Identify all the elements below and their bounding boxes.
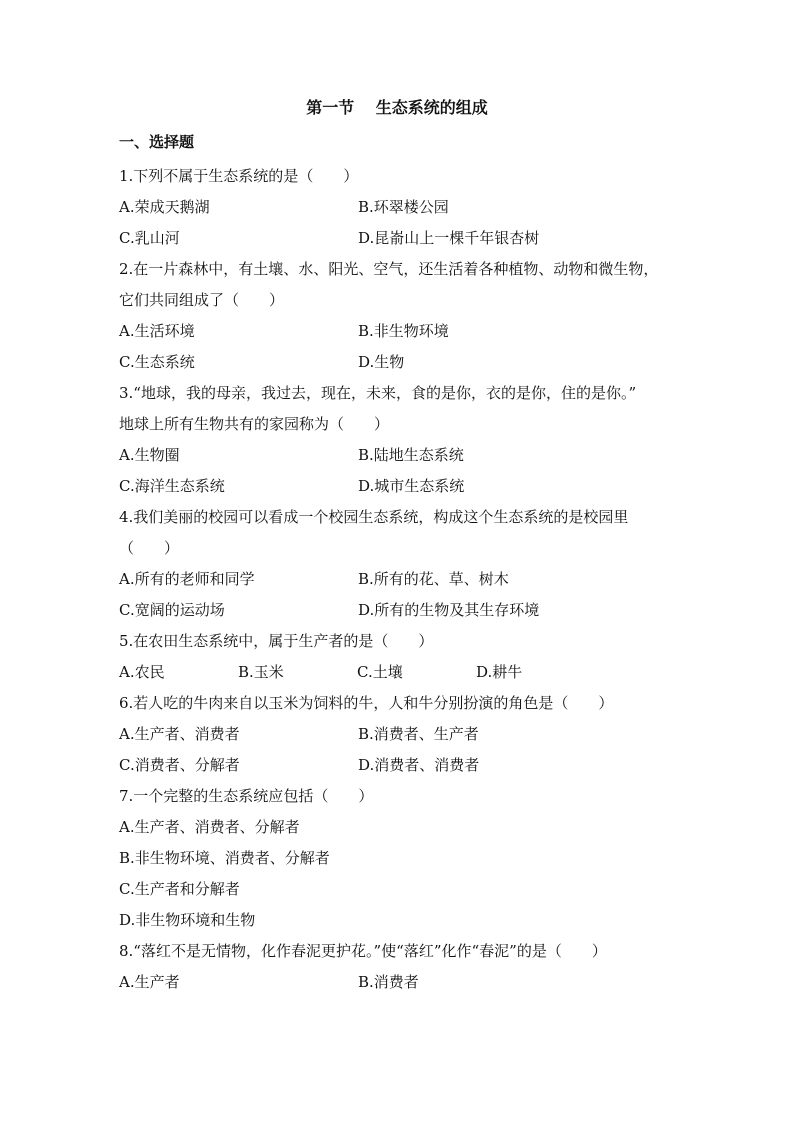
question-6-options-row	[119, 719, 679, 750]
q4-option-a: A.所有的老师和同学	[119, 570, 255, 588]
q3-option-b: B.陆地生态系统	[358, 446, 464, 464]
question-7-stem: 7.一个完整的生态系统应包括（ ）	[119, 787, 374, 805]
q4-option-c: C.宽阔的运动场	[119, 601, 225, 619]
question-3-options-row	[119, 471, 679, 502]
q3-option-a: A.生物圈	[119, 446, 180, 464]
q8-option-a: A.生产者	[119, 973, 180, 991]
q7-option-b: B.非生物环境、消费者、分解者	[119, 849, 330, 867]
question-1-stem: 1.下列不属于生态系统的是（ ）	[119, 167, 359, 185]
question-4-options-row	[119, 595, 679, 626]
q5-option-d: D.耕牛	[476, 663, 523, 681]
question-2-options-row	[119, 347, 679, 378]
q4-option-d: D.所有的生物及其生存环境	[358, 601, 540, 619]
question-6-stem: 6.若人吃的牛肉来自以玉米为饲料的牛，人和牛分别扮演的角色是（ ）	[119, 694, 614, 712]
question-4-stem: 4.我们美丽的校园可以看成一个校园生态系统，构成这个生态系统的是校园里	[119, 508, 629, 526]
question-2-stem: 2.在一片森林中，有土壤、水、阳光、空气，还生活着各种植物、动物和微生物，	[119, 260, 659, 278]
q7-option-a: A.生产者、消费者、分解者	[119, 818, 300, 836]
q1-option-c: C.乳山河	[119, 229, 180, 247]
question-3-stem-cont: 地球上所有生物共有的家园称为（ ）	[119, 415, 390, 433]
q6-option-c: C.消费者、分解者	[119, 756, 240, 774]
question-4-stem-cont: （ ）	[119, 539, 180, 557]
q6-option-d: D.消费者、消费者	[358, 756, 480, 774]
q2-option-d: D.生物	[358, 353, 405, 371]
q1-option-b: B.环翠楼公园	[358, 198, 449, 216]
q4-option-b: B.所有的花、草、树木	[358, 570, 509, 588]
question-1-options-row	[119, 192, 679, 223]
q6-option-b: B.消费者、生产者	[358, 725, 479, 743]
q3-option-d: D.城市生态系统	[358, 477, 465, 495]
question-8-stem: 8.“落红不是无情物，化作春泥更护花。”使“落红”化作“春泥”的是（ ）	[119, 942, 607, 960]
q5-option-b: B.玉米	[238, 663, 284, 681]
question-8-options-row	[119, 967, 679, 998]
q5-option-c: C.土壤	[357, 663, 403, 681]
q1-option-d: D.昆嵛山上一棵千年银杏树	[358, 229, 540, 247]
question-6-options-row	[119, 750, 679, 781]
q2-option-c: C.生态系统	[119, 353, 195, 371]
question-1-options-row	[119, 223, 679, 254]
question-5-stem: 5.在农田生态系统中，属于生产者的是（ ）	[119, 632, 434, 650]
question-3-options-row	[119, 440, 679, 471]
q2-option-a: A.生活环境	[119, 322, 195, 340]
q7-option-d: D.非生物环境和生物	[119, 911, 256, 929]
q1-option-a: A.荣成天鹅湖	[119, 198, 210, 216]
question-2-stem-cont: 它们共同组成了（ ）	[119, 291, 285, 309]
q7-option-c: C.生产者和分解者	[119, 880, 240, 898]
question-2-options-row	[119, 316, 679, 347]
q6-option-a: A.生产者、消费者	[119, 725, 240, 743]
question-4-options-row	[119, 564, 679, 595]
q5-option-a: A.农民	[119, 663, 165, 681]
q8-option-b: B.消费者	[358, 973, 419, 991]
question-5-options-row	[119, 657, 679, 688]
q2-option-b: B.非生物环境	[358, 322, 449, 340]
question-3-stem: 3.“地球，我的母亲，我过去，现在，未来，食的是你，衣的是你，住的是你。”	[119, 384, 637, 402]
page-title: 第一节 生态系统的组成	[306, 98, 488, 117]
question-list	[119, 130, 679, 998]
q3-option-c: C.海洋生态系统	[119, 477, 225, 495]
section-heading: 一、选择题	[119, 133, 195, 151]
